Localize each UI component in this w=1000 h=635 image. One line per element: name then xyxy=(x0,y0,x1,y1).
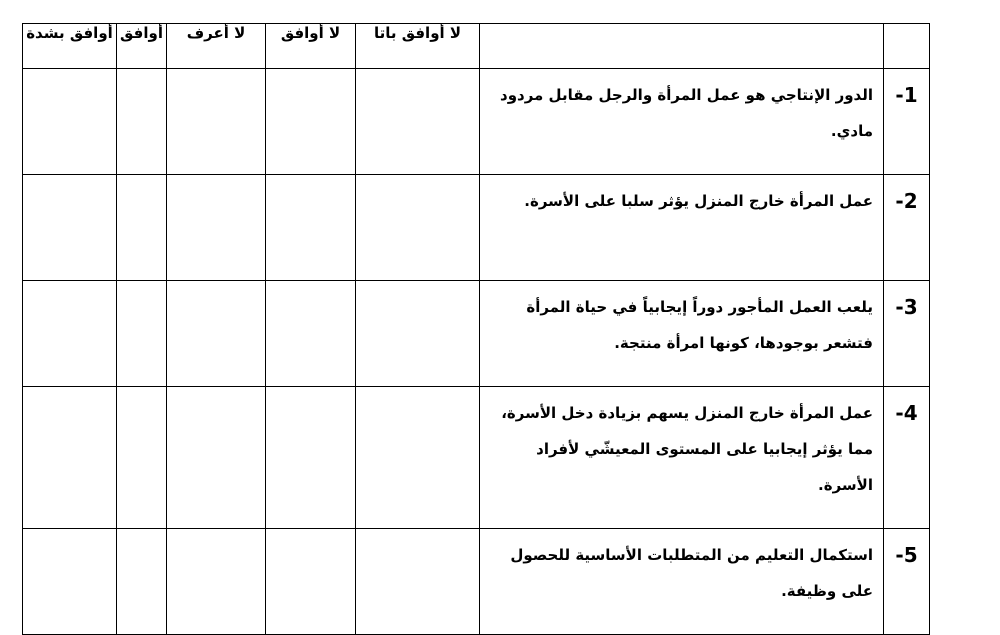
answer-cell-disagree[interactable] xyxy=(266,69,356,175)
header-disagree: لا أوافق xyxy=(266,24,356,69)
header-strongly-disagree: لا أوافق باتا xyxy=(356,24,480,69)
answer-cell-strongly-agree[interactable] xyxy=(23,69,117,175)
header-number-blank xyxy=(884,24,930,69)
statement-number: -1 xyxy=(884,69,930,175)
answer-cell-dont-know[interactable] xyxy=(167,387,266,529)
table-row xyxy=(23,281,930,387)
answer-cell-dont-know[interactable] xyxy=(167,529,266,635)
answer-cell-strongly-agree[interactable] xyxy=(23,175,117,281)
statement-number: -2 xyxy=(884,175,930,281)
answer-cell-agree[interactable] xyxy=(117,281,167,387)
statement-text: عمل المرأة خارج المنزل يسهم بزيادة دخل الأسرة، مما يؤثر إيجابيا على المستوى المعيشّي لأفراد الأسرة. xyxy=(480,387,884,529)
answer-cell-disagree[interactable] xyxy=(266,175,356,281)
likert-survey-table xyxy=(22,23,930,635)
statement-number: -5 xyxy=(884,529,930,635)
answer-cell-dont-know[interactable] xyxy=(167,69,266,175)
statement-number: -3 xyxy=(884,281,930,387)
answer-cell-disagree[interactable] xyxy=(266,281,356,387)
statement-text: استكمال التعليم من المتطلبات الأساسية للحصول على وظيفة. xyxy=(480,529,884,635)
answer-cell-dont-know[interactable] xyxy=(167,175,266,281)
answer-cell-strongly-agree[interactable] xyxy=(23,529,117,635)
answer-cell-disagree[interactable] xyxy=(266,529,356,635)
answer-cell-strongly-agree[interactable] xyxy=(23,387,117,529)
header-dont-know: لا أعرف xyxy=(167,24,266,69)
header-strongly-agree: أوافق بشدة xyxy=(23,24,117,69)
statement-text: الدور الإنتاجي هو عمل المرأة والرجل مقابل مردود مادي. xyxy=(480,69,884,175)
answer-cell-strongly-disagree[interactable] xyxy=(356,529,480,635)
header-agree: أوافق xyxy=(117,24,167,69)
answer-cell-strongly-disagree[interactable] xyxy=(356,69,480,175)
answer-cell-strongly-disagree[interactable] xyxy=(356,387,480,529)
table-row xyxy=(23,69,930,175)
statement-text: عمل المرأة خارج المنزل يؤثر سلبا على الأسرة. xyxy=(480,175,884,281)
table-row xyxy=(23,387,930,529)
header-statement-blank xyxy=(480,24,884,69)
answer-cell-disagree[interactable] xyxy=(266,387,356,529)
statement-text: يلعب العمل المأجور دوراً إيجابياً في حياة المرأة فتشعر بوجودها، كونها امرأة منتجة. xyxy=(480,281,884,387)
answer-cell-strongly-disagree[interactable] xyxy=(356,281,480,387)
answer-cell-agree[interactable] xyxy=(117,175,167,281)
answer-cell-strongly-agree[interactable] xyxy=(23,281,117,387)
answer-cell-dont-know[interactable] xyxy=(167,281,266,387)
table-row xyxy=(23,175,930,281)
answer-cell-agree[interactable] xyxy=(117,69,167,175)
answer-cell-strongly-disagree[interactable] xyxy=(356,175,480,281)
answer-cell-agree[interactable] xyxy=(117,529,167,635)
header-row xyxy=(23,24,930,69)
statement-number: -4 xyxy=(884,387,930,529)
answer-cell-agree[interactable] xyxy=(117,387,167,529)
table-row xyxy=(23,529,930,635)
